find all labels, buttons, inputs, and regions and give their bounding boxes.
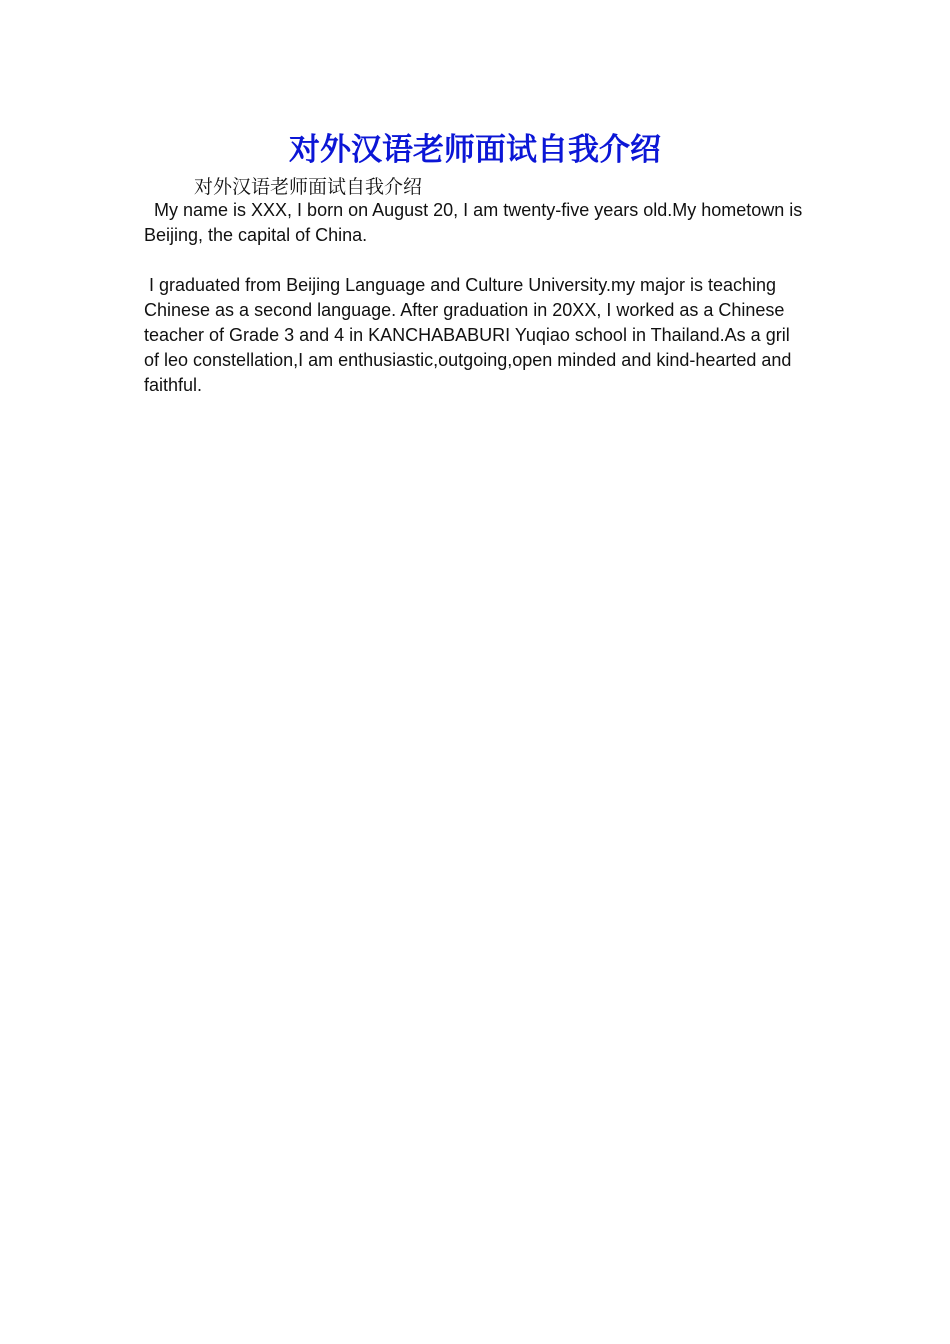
paragraph-intro: My name is XXX, I born on August 20, I am twenty-five years old.My hometown is Beijing, the capital of China.: [144, 200, 808, 245]
document-title: 对外汉语老师面试自我介绍: [289, 132, 661, 168]
paragraph-education: I graduated from Beijing Language and Culture University.my major is teaching Chinese as a second language. After graduation in 20XX, I worked as a Chinese teacher of Grade 3 and 4 in KANCHABABURI Yuqiao school in Thailand.As a gril of leo constellation,I am enthusiastic,outgoing,open minded and kind-hearted and faithful.: [144, 275, 797, 395]
document-subtitle: 对外汉语老师面试自我介绍: [194, 176, 423, 198]
